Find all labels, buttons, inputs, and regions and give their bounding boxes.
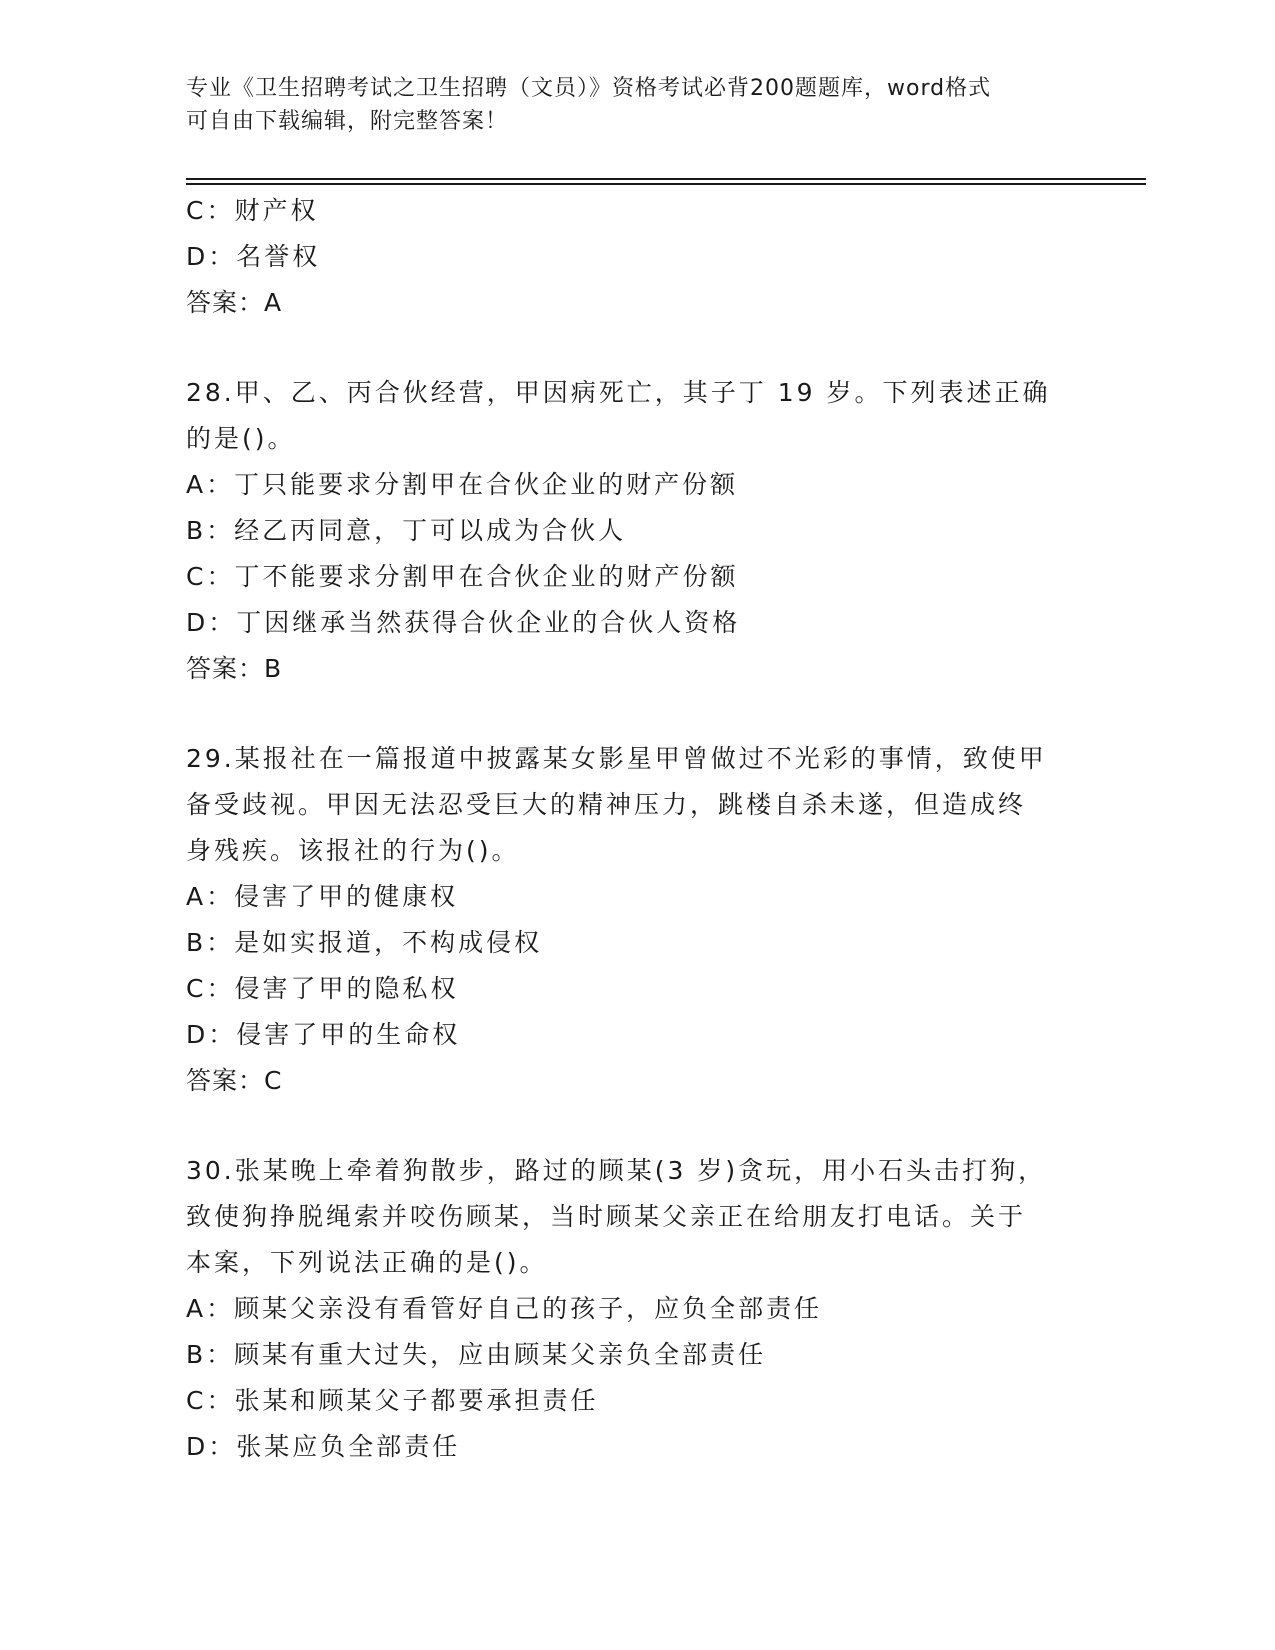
- question-list: [186, 188, 1086, 1470]
- document-header: [186, 72, 1086, 138]
- question-27-tail: [186, 188, 1086, 326]
- option-d: D：名誉权: [186, 242, 321, 271]
- option-c: C：财产权: [186, 196, 319, 225]
- question-stem: 身残疾。该报社的行为()。: [186, 836, 520, 865]
- question-stem: 备受歧视。甲因无法忍受巨大的精神压力，跳楼自杀未遂，但造成终: [186, 790, 1027, 819]
- question-stem: 的是()。: [186, 424, 296, 453]
- option-b: B：经乙丙同意，丁可以成为合伙人: [186, 516, 627, 545]
- option-a: A：顾某父亲没有看管好自己的孩子，应负全部责任: [186, 1294, 823, 1323]
- option-a: A：侵害了甲的健康权: [186, 882, 459, 911]
- question-stem: 致使狗挣脱绳索并咬伤顾某，当时顾某父亲正在给朋友打电话。关于: [186, 1202, 1027, 1231]
- answer: 答案：C: [186, 1066, 283, 1095]
- question-28: [186, 370, 1086, 692]
- option-d: D：张某应负全部责任: [186, 1432, 461, 1461]
- option-c: C：张某和顾某父子都要承担责任: [186, 1386, 599, 1415]
- option-b: B：是如实报道，不构成侵权: [186, 928, 543, 957]
- option-b: B：顾某有重大过失，应由顾某父亲负全部责任: [186, 1340, 767, 1369]
- spacer: [186, 1104, 1086, 1148]
- option-c: C：侵害了甲的隐私权: [186, 974, 459, 1003]
- answer: 答案：B: [186, 654, 283, 683]
- answer: 答案：A: [186, 288, 283, 317]
- header-divider-bottom: [186, 183, 1146, 185]
- question-stem: 本案，下列说法正确的是()。: [186, 1248, 548, 1277]
- option-d: D：丁因继承当然获得合伙企业的合伙人资格: [186, 608, 741, 637]
- spacer: [186, 326, 1086, 370]
- option-d: D：侵害了甲的生命权: [186, 1020, 461, 1049]
- option-c: C：丁不能要求分割甲在合伙企业的财产份额: [186, 562, 739, 591]
- question-stem: 28.甲、乙、丙合伙经营，甲因病死亡，其子丁 19 岁。下列表述正确: [186, 378, 1051, 407]
- header-title-line-2: 可自由下载编辑，附完整答案！: [186, 109, 509, 134]
- header-divider-top: [186, 178, 1146, 180]
- question-stem: 29.某报社在一篇报道中披露某女影星甲曾做过不光彩的事情，致使甲: [186, 744, 1047, 773]
- question-stem: 30.张某晚上牵着狗散步，路过的顾某(3 岁)贪玩，用小石头击打狗，: [186, 1156, 1047, 1185]
- option-a: A：丁只能要求分割甲在合伙企业的财产份额: [186, 470, 739, 499]
- question-29: [186, 736, 1086, 1104]
- header-title-line-1: 专业《卫生招聘考试之卫生招聘（文员）》资格考试必背200题题库，word格式: [186, 76, 992, 101]
- spacer: [186, 692, 1086, 736]
- question-30: [186, 1148, 1086, 1470]
